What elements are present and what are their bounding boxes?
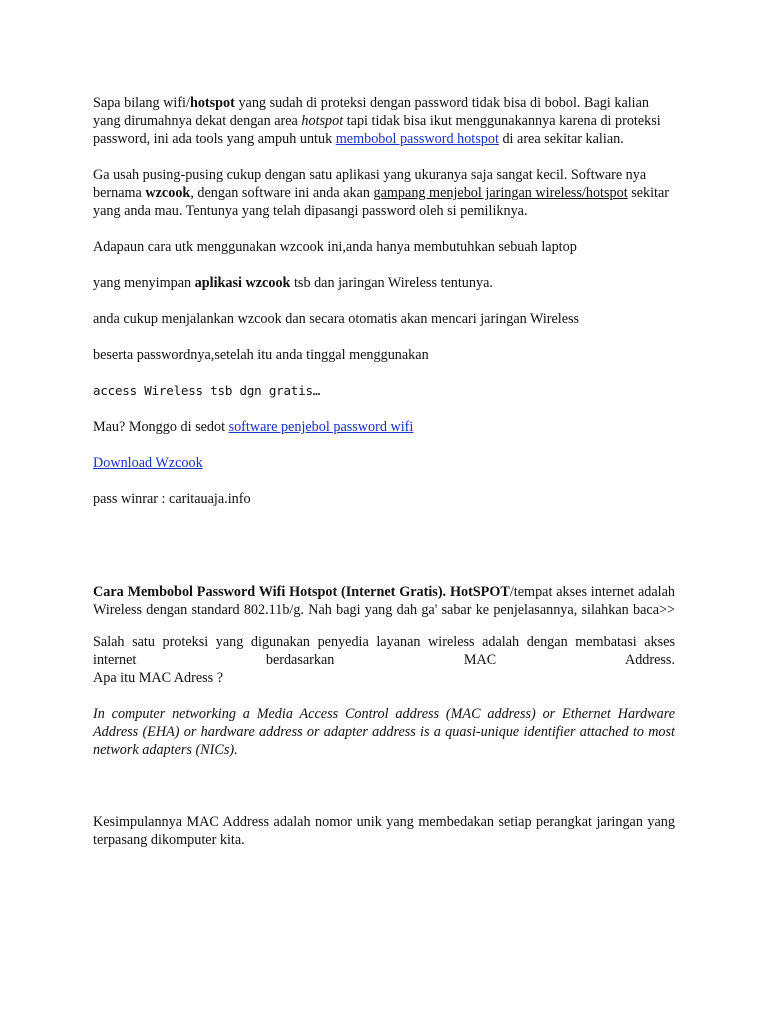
usage-line-5: access Wireless tsb dgn gratis… — [93, 383, 321, 398]
software-paragraph — [93, 166, 675, 220]
underlined-text: gampang menjebol jaringan wireless/hotspot — [373, 185, 628, 201]
link-software-penjebol[interactable]: software penjebol password wifi — [228, 419, 414, 435]
bold-wzcook: wzcook — [145, 185, 191, 201]
section2-intro — [93, 583, 675, 619]
conclusion-paragraph: Kesimpulannya MAC Address adalah nomor unik yang membedakan setiap perangkat jaringan yang terpasang dikomputer kita. — [93, 814, 675, 848]
download-offer — [93, 418, 675, 436]
bold-hotspot: hotspot — [189, 95, 235, 111]
text-run: Mau? Monggo di sedot — [93, 419, 229, 435]
text-run: yang sudah di proteksi dengan password tidak bisa di bobol. Bagi kalian yang dirumahnya dekat dengan area — [93, 95, 650, 129]
usage-line-4: beserta passwordnya,setelah itu anda tinggal menggunakan — [93, 347, 429, 363]
text-run: , dengan software ini anda akan — [190, 185, 374, 201]
winrar-password: pass winrar : caritauaja.info — [93, 491, 251, 507]
text-run: sekitar yang anda mau. Tentunya yang telah dipasangi password oleh si pemiliknya. — [93, 185, 670, 219]
mac-question: Apa itu MAC Adress ? — [93, 670, 224, 686]
document-body — [93, 88, 675, 849]
link-membobol-password-hotspot[interactable]: membobol password hotspot — [335, 131, 499, 147]
download-line — [93, 454, 675, 472]
text-run: Salah satu proteksi yang digunakan penyedia layanan wireless adalah dengan membatasi akses internet berdasarkan MAC Address. — [93, 634, 675, 668]
usage-line-1: Adapaun cara utk menggunakan wzcook ini,anda hanya membutuhkan sebuah laptop — [93, 239, 577, 255]
text-run: tapi tidak bisa ikut menggunakannya karena di proteksi password, ini ada tools yang ampuh untuk — [93, 113, 661, 147]
text-run: Sapa bilang wifi/ — [93, 95, 190, 111]
bold-aplikasi-wzcook: aplikasi wzcook — [194, 275, 291, 291]
link-download-wzcook[interactable]: Download Wzcook — [93, 455, 203, 471]
text-run: Ga usah pusing-pusing cukup dengan satu aplikasi yang ukuranya saja sangat kecil. Software nya bernama — [93, 167, 647, 201]
usage-line-2 — [93, 274, 675, 292]
text-run: yang menyimpan — [93, 275, 195, 291]
text-run: /tempat akses internet adalah Wireless dengan standard 802.11b/g. Nah bagi yang dah ga' sabar ke penjelasannya, silahkan baca>> — [93, 584, 675, 618]
section2-title: Cara Membobol Password Wifi Hotspot (Internet Gratis). — [93, 584, 447, 600]
intro-paragraph — [93, 94, 675, 148]
bold-hotspot-caps: HotSPOT — [449, 584, 510, 600]
italic-hotspot: hotspot — [301, 113, 344, 129]
text-run: tsb dan jaringan Wireless tentunya. — [290, 275, 493, 291]
mac-protection-paragraph — [93, 633, 675, 687]
text-run: di area sekitar kalian. — [498, 131, 624, 147]
mac-definition-quote: In computer networking a Media Access Control address (MAC address) or Ethernet Hardware Address (EHA) or hardware address or adapter address is a quasi-unique identifier attached to most network adapters (NICs). — [93, 706, 675, 758]
usage-line-3: anda cukup menjalankan wzcook dan secara otomatis akan mencari jaringan Wireless — [93, 311, 580, 327]
